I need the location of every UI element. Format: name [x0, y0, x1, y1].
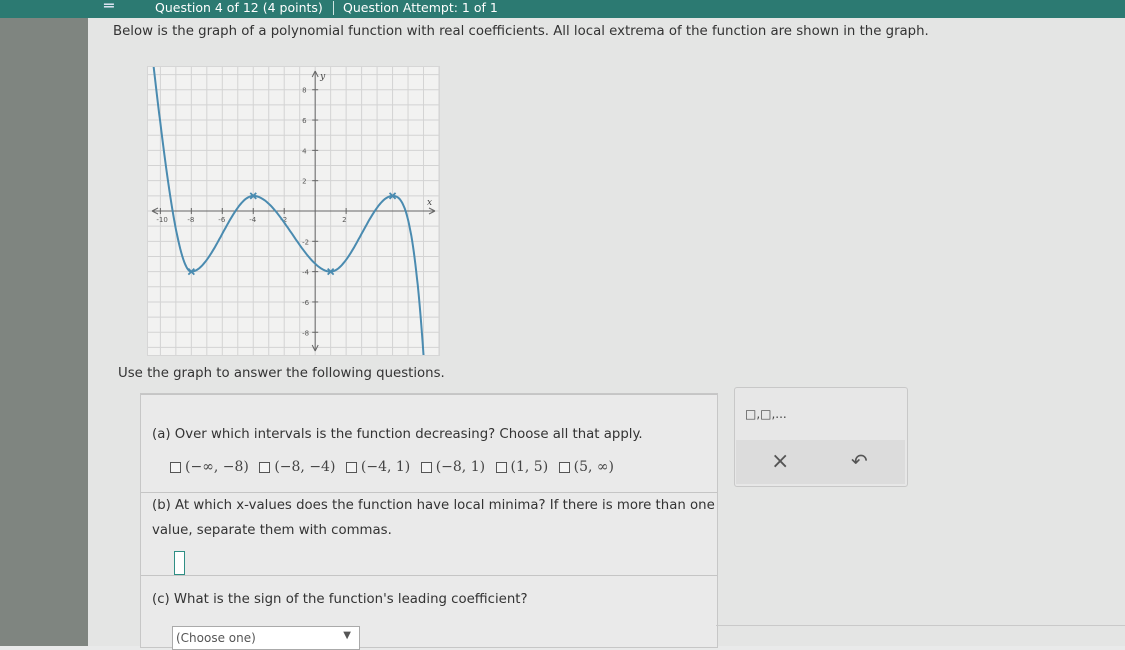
- attempt-label: Question Attempt: 1 of 1: [343, 0, 498, 15]
- chevron-down-icon: ▼: [343, 630, 351, 641]
- option-interval-3[interactable]: (−4, 1): [346, 459, 410, 475]
- y-tick-label: -8: [302, 329, 310, 338]
- option-interval-1[interactable]: (−∞, −8): [170, 459, 249, 475]
- top-bar: [0, 0, 1125, 18]
- part-b-answer-input[interactable]: [174, 551, 185, 575]
- part-a-question: (a) Over which intervals is the function decreasing? Choose all that apply.: [152, 427, 643, 442]
- checkbox[interactable]: [559, 462, 570, 473]
- bottom-divider: [716, 625, 1125, 626]
- part-a-options: [170, 459, 620, 475]
- option-interval-2[interactable]: (−8, −4): [259, 459, 335, 475]
- answer-tools-panel: [734, 387, 908, 487]
- x-tick-label: -4: [249, 216, 257, 224]
- question-number: Question 4 of 12 (4 points): [155, 0, 323, 15]
- checkbox[interactable]: [170, 462, 181, 473]
- x-tick-label: -2: [280, 216, 288, 224]
- undo-icon[interactable]: ↶: [851, 449, 868, 473]
- polynomial-graph: [147, 66, 440, 356]
- checkbox[interactable]: [259, 462, 270, 473]
- y-tick-label: -2: [302, 238, 310, 247]
- y-tick-label: 6: [302, 117, 307, 126]
- panel-divider: [141, 575, 717, 576]
- y-tick-label: -4: [302, 268, 310, 277]
- x-axis-label: x: [427, 198, 433, 208]
- checkbox[interactable]: [421, 462, 432, 473]
- option-interval-6[interactable]: (5, ∞): [559, 459, 614, 475]
- checkbox[interactable]: [346, 462, 357, 473]
- clear-button[interactable]: ×: [771, 449, 790, 474]
- question-panel: [140, 393, 718, 648]
- select-value: (Choose one): [176, 631, 256, 645]
- list-template-button[interactable]: □,□,...: [745, 407, 787, 421]
- y-tick-label: 8: [302, 86, 307, 95]
- left-gutter: [0, 18, 88, 646]
- y-tick-label: 4: [302, 147, 307, 156]
- panel-divider: [141, 394, 717, 395]
- menu-icon[interactable]: ═: [104, 0, 114, 15]
- x-tick-label: 2: [342, 216, 347, 224]
- part-b-question: (b) At which x-values does the function have local minima? If there is more than one: [152, 498, 715, 513]
- graph-canvas: [148, 67, 439, 355]
- x-tick-label: -10: [156, 216, 168, 224]
- part-c-select[interactable]: [172, 626, 360, 650]
- option-interval-4[interactable]: (−8, 1): [421, 459, 485, 475]
- intro-text: Below is the graph of a polynomial function with real coefficients. All local extrema of the function are shown in the graph.: [113, 24, 929, 39]
- panel-divider: [141, 492, 717, 493]
- part-c-question: (c) What is the sign of the function's leading coefficient?: [152, 592, 528, 607]
- instructions-text: Use the graph to answer the following questions.: [118, 366, 445, 381]
- checkbox[interactable]: [496, 462, 507, 473]
- header-separator: [333, 1, 334, 15]
- tool-actions: [736, 440, 905, 484]
- x-tick-label: -8: [187, 216, 195, 224]
- y-axis-label: y: [320, 72, 326, 82]
- x-tick-label: -6: [218, 216, 226, 224]
- y-tick-label: -6: [302, 298, 310, 307]
- option-interval-5[interactable]: (1, 5): [496, 459, 549, 475]
- y-tick-label: 2: [302, 177, 307, 186]
- part-b-question-continued: value, separate them with commas.: [152, 523, 392, 538]
